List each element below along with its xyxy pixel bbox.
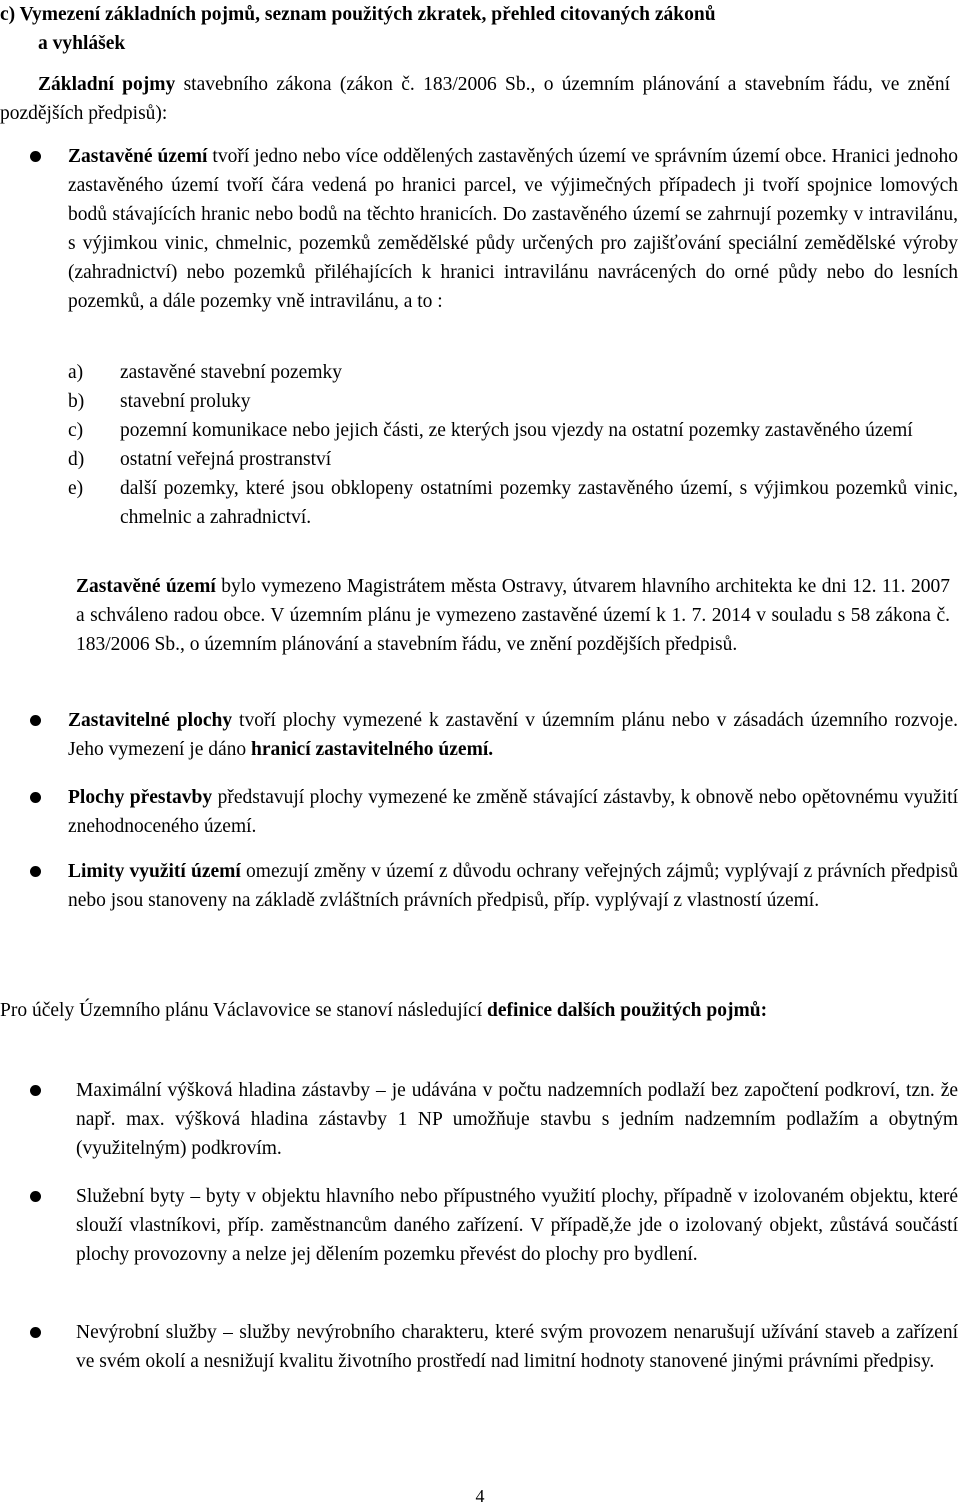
intro-bold-term: Základní pojmy (38, 74, 176, 95)
definition-text: Maximální výšková hladina zástavby – je udávána v počtu nadzemních podlaží bez započtení podkroví, tzn. že např. max. výšková hladina zástavby 1 NP umožňuje stavbu s jedním nadzemním podlažím a obytným (využitelným) podkrovím. (76, 1080, 958, 1159)
sublist-text: ostatní veřejná prostranství (120, 449, 332, 470)
sublist-item-b (68, 387, 958, 416)
sublist-mark: e) (68, 478, 84, 499)
sublist-item-d (68, 445, 958, 474)
term: Limity využití území (68, 861, 241, 882)
sublist-text: pozemní komunikace nebo jejich části, ze kterých jsou vjezdy na ostatní pozemky zastavěného území (120, 420, 913, 441)
definition-text: Nevýrobní služby – služby nevýrobního charakteru, které svým provozem nenarušují užívání staveb a zařízení ve svém okolí a nesnižují kvalitu životního prostředí nad limitní hodnoty stanovené jinými právními předpisy. (76, 1322, 958, 1372)
sublist-text: zastavěné stavební pozemky (120, 362, 342, 383)
term: Plochy přestavby (68, 787, 213, 808)
term-text: tvoří jedno nebo více oddělených zastavěných území ve správním území obce. Hranici jednoho zastavěného území tvoří čára vedená po hranici parcel, ve výjimečných případech ji tvoří spojnice lomových bodů stávajících hranic nebo bodů na těchto hranicích. Do zastavěného území se zahrnují pozemky v intravilánu, s výjimkou vinic, chmelnic, pozemků zemědělské půdy určených pro zajišťování speciální zemědělské výroby (zahradnictví) nebo pozemků přiléhajících k hranici intravilánu navrácených do orné půdy nebo do lesních pozemků, a dále pozemky vně intravilánu, a to : (68, 146, 959, 312)
intro-paragraph (0, 70, 950, 128)
sublist-text: stavební proluky (120, 391, 251, 412)
page-number: 4 (475, 1486, 485, 1506)
sublist-item-c (68, 416, 958, 445)
bullet-dot-icon (30, 1085, 41, 1096)
note-zastavene-uzemi (76, 572, 950, 659)
section-heading-line-2: a vyhlášek (38, 33, 126, 54)
intro-text: stavebního zákona (zákon č. 183/2006 Sb., o územním plánování a stavebním řádu, ve znění pozdějších předpisů): (0, 74, 950, 124)
definitions-intro-text: Pro účely Územního plánu Václavovice se stanoví následující (0, 1000, 488, 1021)
bullet-dot-icon (30, 151, 41, 162)
bullet-body (68, 857, 958, 915)
term: Zastavěné území (68, 146, 208, 167)
sublist-mark: d) (68, 449, 85, 470)
note-text: bylo vymezeno Magistrátem města Ostravy, útvarem hlavního architekta ke dni 12. 11. 2007 a schváleno radou obce. V územním plánu je vymezeno zastavěné území k 1. 7. 2014 v souladu s 58 zákona č. 183/2006 Sb., o územním plánování a stavebním řádu, ve znění pozdějších předpisů. (76, 576, 950, 655)
sublist-mark: a) (68, 362, 84, 383)
term-text: tvoří plochy vymezené k zastavění v územním plánu nebo v zásadách územního rozvoje. Jeho vymezení je dáno (68, 710, 958, 760)
bullet-body (68, 142, 958, 316)
definition-text: Služební byty – byty v objektu hlavního nebo přípustného využití plochy, případně v izolovaném objektu, které slouží vlastníkovi, příp. zaměstnancům daného zařízení. V případě,že jde o izolovaný objekt, zůstává součástí plochy provozovny a nelze jej dělením pozemku převést do plochy pro bydlení. (76, 1186, 958, 1265)
bullet-body (68, 706, 958, 764)
bullet-dot-icon (30, 715, 41, 726)
bullet-dot-icon (30, 792, 41, 803)
sublist-mark: c) (68, 420, 84, 441)
note-bold-term: Zastavěné území (76, 576, 216, 597)
sublist-text: další pozemky, které jsou obklopeny ostatními pozemky zastavěného území, s výjimkou pozemků vinic, chmelnic a zahradnictví. (120, 478, 958, 528)
sublist-item-e (68, 474, 958, 532)
bullet-dot-icon (30, 1327, 41, 1338)
term: Zastavitelné plochy (68, 710, 233, 731)
definitions-intro-bold: definice dalších použitých pojmů: (487, 1000, 768, 1021)
bullet-dot-icon (30, 866, 41, 877)
definitions-intro (0, 996, 950, 1025)
bullet-body (68, 783, 958, 841)
section-heading-line-1: c) Vymezení základních pojmů, seznam použitých zkratek, přehled citovaných zákonů (0, 4, 716, 25)
term-2: hranicí zastavitelného území. (251, 739, 494, 760)
bullet-dot-icon (30, 1191, 41, 1202)
term-text: omezují změny v území z důvodu ochrany veřejných zájmů; vyplývají z právních předpisů nebo jsou stanoveny na základě zvláštních právních předpisů, příp. vyplývají z vlastností území. (68, 861, 958, 911)
section-heading (0, 0, 950, 58)
sublist-item-a (68, 358, 958, 387)
sublist-zastavene-uzemi (68, 358, 958, 532)
sublist-mark: b) (68, 391, 85, 412)
term-text: představují plochy vymezené ke změně stávající zástavby, k obnově nebo opětovnému využití znehodnoceného území. (68, 787, 958, 837)
